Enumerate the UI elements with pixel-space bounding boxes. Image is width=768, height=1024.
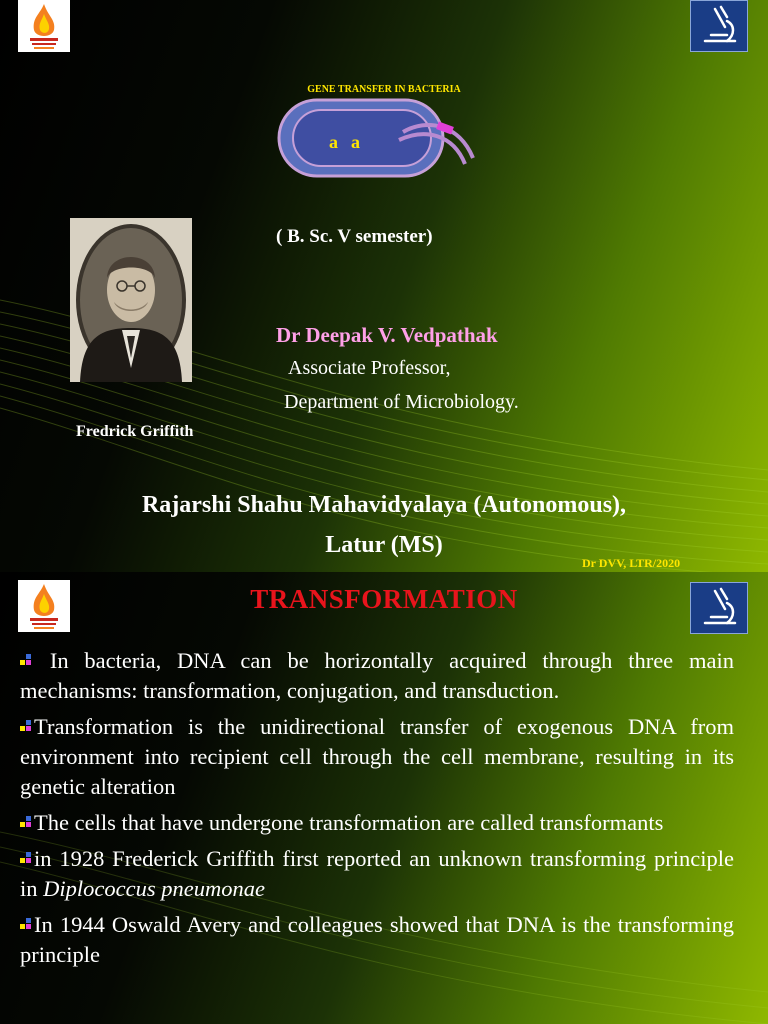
microscope-icon <box>690 0 748 52</box>
college-logo-icon <box>18 0 70 52</box>
college-location: Latur (MS) <box>325 532 443 558</box>
bullet-item <box>20 910 734 970</box>
author-role: Associate Professor, <box>288 357 451 379</box>
slide-heading: TRANSFORMATION <box>250 584 518 614</box>
bullet-icon <box>20 852 32 864</box>
bullet-item <box>20 646 734 706</box>
bullet-icon <box>20 918 32 930</box>
cell-label-2: a <box>351 132 360 152</box>
bacteria-cell-diagram <box>277 98 477 180</box>
bullet-list <box>20 646 734 976</box>
bullet-item <box>20 712 734 802</box>
small-title: GENE TRANSFER IN BACTERIA <box>307 84 461 95</box>
portrait-caption: Fredrick Griffith <box>76 423 194 440</box>
college-name: Rajarshi Shahu Mahavidyalaya (Autonomous), <box>141 492 627 518</box>
bullet-icon <box>20 816 32 828</box>
bullet-icon <box>20 720 32 732</box>
species-name: Diplococcus pneumonae <box>43 876 265 901</box>
bullet-item <box>20 808 734 838</box>
transformation-slide <box>0 572 768 1024</box>
semester-text: ( B. Sc. V semester) <box>276 226 433 247</box>
bullet-text: Transformation is the unidirectional transfer of exogenous DNA from environment into recipient cell through the cell membrane, resulting in its genetic alteration <box>20 714 734 799</box>
bullet-text: In 1944 Oswald Avery and colleagues showed that DNA is the transforming principle <box>20 912 734 967</box>
bullet-text: In bacteria, DNA can be horizontally acquired through three main mechanisms: transformation, conjugation, and transduction. <box>20 648 734 703</box>
bullet-text: in 1928 Frederick Griffith first reported an unknown transforming principle in <box>20 846 734 901</box>
author-name: Dr Deepak V. Vedpathak <box>276 323 498 347</box>
cell-label-1: a <box>329 132 338 152</box>
slide-credit: Dr DVV, LTR/2020 <box>582 556 681 570</box>
bullet-item <box>20 844 734 904</box>
author-department: Department of Microbiology. <box>284 391 519 413</box>
bullet-text: The cells that have undergone transformation are called transformants <box>34 810 664 835</box>
bullet-icon <box>20 654 32 666</box>
griffith-portrait <box>70 218 192 382</box>
